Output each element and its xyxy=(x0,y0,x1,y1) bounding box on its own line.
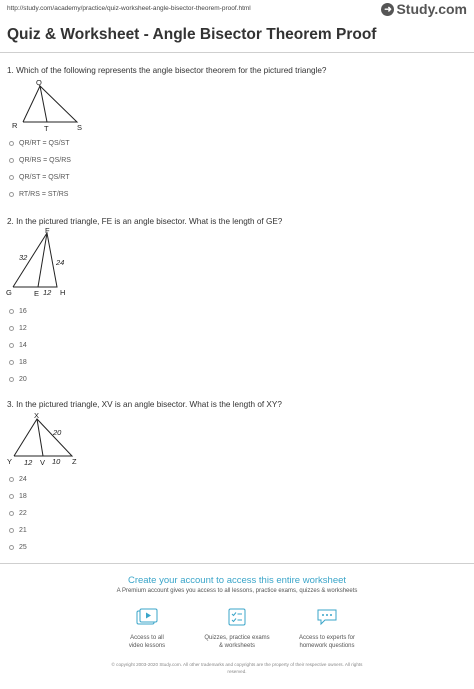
page-title: Quiz & Worksheet - Angle Bisector Theorem Proof xyxy=(7,26,377,43)
question-1-triangle-figure xyxy=(10,78,85,133)
q3-option-1[interactable] xyxy=(9,473,27,485)
angle-bisector-line xyxy=(38,233,47,287)
q2-option-3[interactable] xyxy=(9,339,27,351)
question-3-triangle-figure xyxy=(5,410,85,468)
feature-label: Quizzes, practice exams & worksheets xyxy=(204,635,270,649)
option-label: QR/RT = QS/ST xyxy=(19,139,70,147)
vertex-label-q: Q xyxy=(36,78,42,87)
feature-quizzes xyxy=(192,608,282,650)
question-3-text: 3. In the pictured triangle, XV is an angle bisector. What is the length of XY? xyxy=(7,400,282,409)
foot-label-v: V xyxy=(40,458,46,467)
segment-length-yv: 12 xyxy=(24,458,33,467)
q3-option-5[interactable] xyxy=(9,541,27,553)
feature-experts xyxy=(282,608,372,650)
radio-button[interactable] xyxy=(9,477,14,482)
triangle-outline xyxy=(14,419,72,456)
radio-button[interactable] xyxy=(9,326,14,331)
segment-length-eh: 12 xyxy=(43,288,52,297)
vertex-label-h: H xyxy=(60,288,66,297)
q3-option-2[interactable] xyxy=(9,490,27,502)
premium-description: A Premium account gives you access to all lessons, practice exams, quizzes & worksheets xyxy=(116,588,358,594)
experts-chat-icon xyxy=(316,608,338,626)
radio-button[interactable] xyxy=(9,494,14,499)
option-label: 14 xyxy=(19,341,27,349)
side-length-fh: 24 xyxy=(56,258,65,267)
vertex-label-r: R xyxy=(12,121,18,130)
q1-option-3[interactable] xyxy=(9,171,70,183)
q1-option-1[interactable] xyxy=(9,137,70,149)
radio-button[interactable] xyxy=(9,511,14,516)
option-label: 18 xyxy=(19,492,27,500)
foot-label-e: E xyxy=(34,289,40,298)
radio-button[interactable] xyxy=(9,545,14,550)
vertex-label-y: Y xyxy=(7,457,13,466)
quizzes-icon xyxy=(226,608,248,626)
q2-option-1[interactable] xyxy=(9,305,27,317)
option-label: 24 xyxy=(19,475,27,483)
side-length-fg: 32 xyxy=(19,253,28,262)
video-lessons-icon xyxy=(136,608,158,626)
triangle-outline xyxy=(23,86,77,122)
page-url[interactable]: http://study.com/academy/practice/quiz-worksheet-angle-bisector-theorem-proof.html xyxy=(7,5,251,12)
feature-video-lessons xyxy=(102,608,192,650)
study-logo-icon: ➜ xyxy=(381,3,394,16)
option-label: 12 xyxy=(19,324,27,332)
radio-button[interactable] xyxy=(9,158,14,163)
radio-button[interactable] xyxy=(9,343,14,348)
feature-label: Access to experts for homework questions xyxy=(298,635,356,649)
radio-button[interactable] xyxy=(9,309,14,314)
q3-option-4[interactable] xyxy=(9,524,27,536)
logo-text: Study.com xyxy=(396,1,467,17)
option-label: QR/RS = QS/RS xyxy=(19,156,71,164)
option-label: 16 xyxy=(19,307,27,315)
q2-option-5[interactable] xyxy=(9,373,27,385)
option-label: RT/RS = ST/RS xyxy=(19,190,69,198)
q2-option-4[interactable] xyxy=(9,356,27,368)
vertex-label-g: G xyxy=(6,288,12,297)
segment-length-vz: 10 xyxy=(52,457,61,466)
copyright-text: © copyright 2003-2020 Study.com. All other trademarks and copyrights are the property of their respective owners. All rights reserved. xyxy=(111,662,363,674)
question-2-text: 2. In the pictured triangle, FE is an angle bisector. What is the length of GE? xyxy=(7,217,283,226)
radio-button[interactable] xyxy=(9,192,14,197)
feature-label: Access to all video lessons xyxy=(128,635,166,649)
option-label: 25 xyxy=(19,543,27,551)
q3-option-3[interactable] xyxy=(9,507,27,519)
option-label: 20 xyxy=(19,375,27,383)
option-label: 22 xyxy=(19,509,27,517)
q1-option-2[interactable] xyxy=(9,154,71,166)
vertex-label-x: X xyxy=(34,411,40,420)
option-label: 18 xyxy=(19,358,27,366)
vertex-label-z: Z xyxy=(72,457,77,466)
radio-button[interactable] xyxy=(9,377,14,382)
side-length-xz: 20 xyxy=(53,428,62,437)
study-logo[interactable] xyxy=(381,1,467,17)
top-bar xyxy=(0,0,474,20)
question-2-triangle-figure xyxy=(5,227,75,299)
q2-option-2[interactable] xyxy=(9,322,27,334)
create-account-link[interactable]: Create your account to access this entire worksheet xyxy=(127,575,347,586)
foot-label-t: T xyxy=(44,124,49,133)
q1-option-4[interactable] xyxy=(9,188,68,200)
radio-button[interactable] xyxy=(9,360,14,365)
vertex-label-s: S xyxy=(77,123,83,132)
question-1-text: 1. Which of the following represents the angle bisector theorem for the pictured triangle? xyxy=(7,66,327,75)
vertex-label-f: F xyxy=(45,226,50,235)
option-label: 21 xyxy=(19,526,27,534)
radio-button[interactable] xyxy=(9,175,14,180)
option-label: QR/ST = QS/RT xyxy=(19,173,70,181)
radio-button[interactable] xyxy=(9,141,14,146)
footer-divider xyxy=(0,563,474,564)
radio-button[interactable] xyxy=(9,528,14,533)
